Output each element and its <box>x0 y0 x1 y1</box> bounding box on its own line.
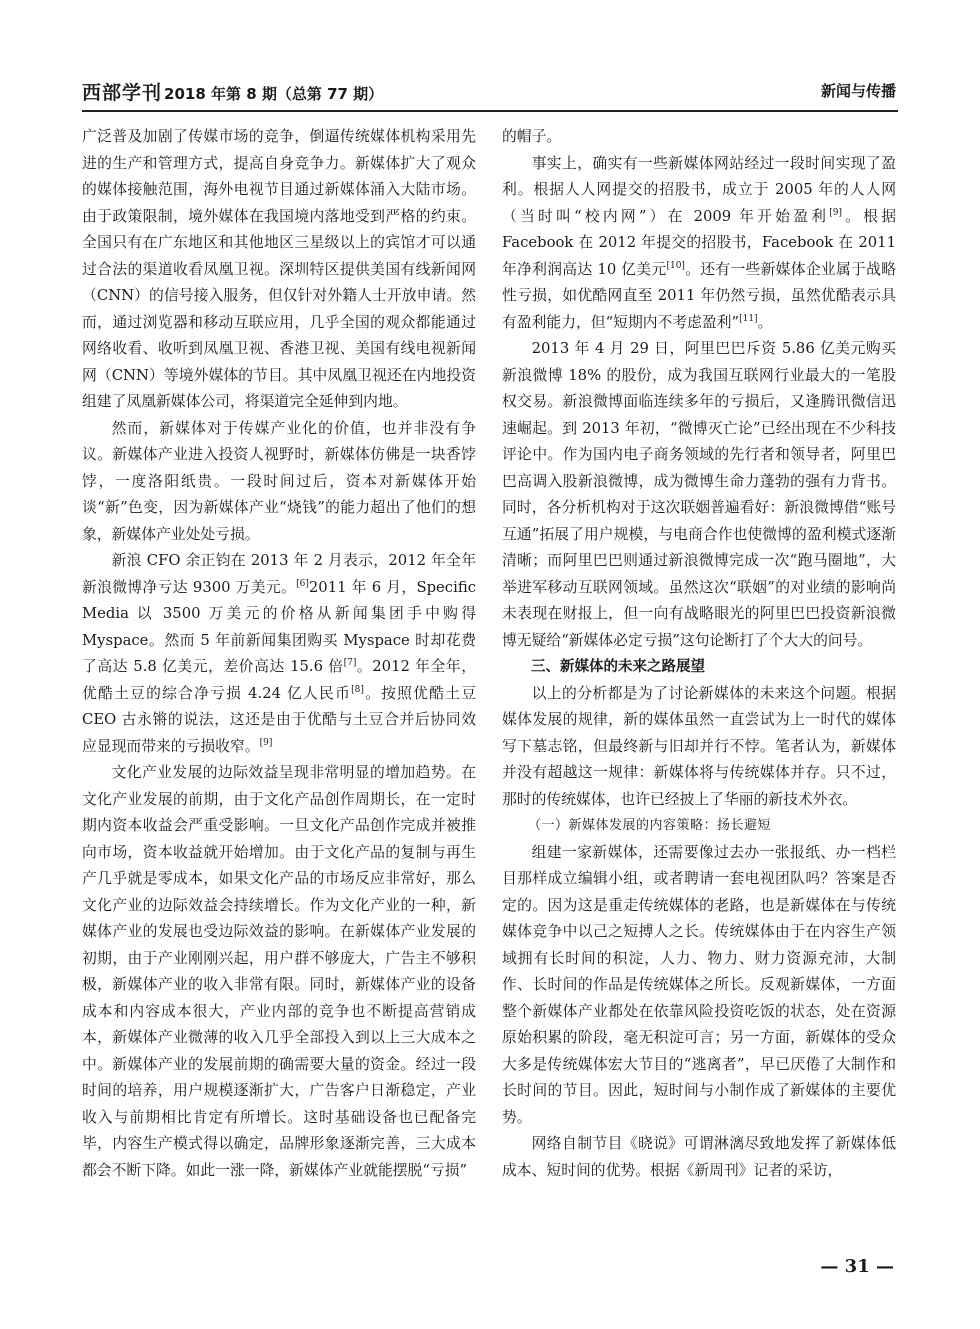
paragraph: 2013 年 4 月 29 日，阿里巴巴斥资 5.86 亿美元购买新浪微博 18% 的股份，成为我国互联网行业最大的一笔股权交易。新浪微博面临连续多年的亏损后，又逢腾讯微信迅速崛起。到 2013 年初，“微博灭亡论”已经出现在不少科技评论中。作为国内电子商务领域的先行者和领导者，阿里巴巴高调入股新浪微博，成为微博生命力蓬勃的强有力背书。同时，各分析机构对于这次联姻普遍看好：新浪微博借“账号互通”拓展了用户规模，与电商合作也使微博的盈利模式逐渐清晰；而阿里巴巴则通过新浪微博完成一次“跑马圈地”，大举进军移动互联网领域。虽然这次“联姻”的对业绩的影响尚未表现在财报上，但一向有战略眼光的阿里巴巴投资新浪微博无疑给“新媒体必定亏损”这句论断打了个大大的问号。 <box>502 340 896 649</box>
citation-mark: [6] <box>296 578 309 589</box>
journal-logo: 西部学刊 <box>82 82 163 104</box>
citation-mark: [9] <box>829 207 842 218</box>
paragraph: 文化产业发展的边际效益呈现非常明显的增加趋势。在文化产业发展的前期，由于文化产品创作周期长，在一定时期内资本收益会严重受影响。一旦文化产品创作完成并被推向市场，资本收益就开始增加。由于文化产品的复制与再生产几乎就是零成本，如果文化产品的市场反应非常好，那么文化产业的边际效益会持续增长。作为文化产业的一种，新媒体产业的发展也受边际效益的影响。在新媒体产业发展的初期，由于产业刚刚兴起，用户群不够庞大，广告主不够积极，新媒体产业的收入非常有限。同时，新媒体产业的设备成本和内容成本很大，产业内部的竞争也不断提高营销成本，新媒体产业微薄的收入几乎全部投入到以上三大成本之中。新媒体产业的发展前期的确需要大量的资金。经过一段时间的培养，用户规模逐渐扩大，广告客户日渐稳定，产业收入与前期相比肯定有所增长。这时基础设备也已配备完毕，内容生产模式得以确定，品牌形象逐渐完善，三大成本都会不断下降。如此一涨一降，新媒体产业就能摆脱“亏损” <box>82 764 476 1179</box>
text-run: 。按照优酷土豆 CEO 古永锵的说法，这还是由于优酷与土豆合并后协同效应显现而带来的亏损收窄。 <box>82 684 476 755</box>
citation-mark: [11] <box>739 313 758 324</box>
paragraph: 组建一家新媒体，还需要像过去办一张报纸、办一档栏目那样成立编辑小组，或者聘请一套电视团队吗？答案是否定的。因为这是重走传统媒体的老路，也是新媒体在与传统媒体竞争中以己之短搏人之长。传统媒体由于在内容生产领域拥有长时间的积淀，人力、物力、财力资源充沛，大制作、长时间的作品是传统媒体之所长。反观新媒体，一方面整个新媒体产业都处在依靠风险投资吃饭的状态，处在资源原始积累的阶段，毫无积淀可言；另一方面，新媒体的受众大多是传统媒体宏大节目的“逃离者”，早已厌倦了大制作和长时间的节目。因此，短时间与小制作成了新媒体的主要优势。 <box>502 843 896 1126</box>
running-header <box>82 78 383 106</box>
left-column <box>82 124 476 1184</box>
text-run: 事实上，确实有一些新媒体网站经过一段时间实现了盈利。根据人人网提交的招股书，成立于 2005 年的人人网（当时叫“校内网”）在 2009 年开始盈利 <box>502 154 896 225</box>
text-run: 。2012 年全年，优酷土豆的综合净亏损 4.24 亿人民币 <box>82 658 476 702</box>
paragraph: 网络自制节目《晓说》可谓淋漓尽致地发挥了新媒体低成本、短时间的优势。根据《新周刊》记者的采访， <box>502 1135 896 1179</box>
paragraph: 然而，新媒体对于传媒产业化的价值，也并非没有争议。新媒体产业进入投资人视野时，新媒体仿佛是一块香饽饽，一度洛阳纸贵。一段时间过后，资本对新媒体开始谈“新”色变，因为新媒体产业“烧钱”的能力超出了他们的想象，新媒体产业处处亏损。 <box>82 419 476 543</box>
subsection-heading: （一）新媒体发展的内容策略：扬长避短 <box>528 818 772 833</box>
text-run: 。根据 Facebook 在 2012 年提交的招股书，Facebook 在 2011 年净利润高达 10 亿美元 <box>502 207 896 278</box>
paragraph <box>82 548 476 760</box>
paragraph: 以上的分析都是为了讨论新媒体的未来这个问题。根据媒体发展的规律，新的媒体虽然一直尝试为上一时代的媒体写下墓志铭，但最终新与旧却并行不悖。笔者认为，新媒体并没有超越这一规律：新媒体将与传统媒体并存。只不过，那时的传统媒体，也许已经披上了华丽的新技术外衣。 <box>502 684 896 808</box>
text-run: 。还有一些新媒体企业属于战略性亏损，如优酷网直至 2011 年仍然亏损，虽然优酷表示具有盈利能力，但“短期内不考虑盈利” <box>502 260 896 331</box>
citation-mark: [9] <box>259 737 273 748</box>
header-rule <box>82 110 898 112</box>
right-column <box>502 124 896 1184</box>
section-heading: 三、新媒体的未来之路展望 <box>531 659 705 675</box>
section-title: 新闻与传播 <box>820 82 896 100</box>
citation-mark: [8] <box>351 684 364 695</box>
paragraph: 广泛普及加剧了传媒市场的竞争，倒逼传统媒体机构采用先进的生产和管理方式，提高自身竞争力。新媒体扩大了观众的媒体接触范围，海外电视节目通过新媒体涌入大陆市场。由于政策限制，境外媒体在我国境内落地受到严格的约束。全国只有在广东地区和其他地区三星级以上的宾馆才可以通过合法的渠道收看凤凰卫视。深圳特区提供美国有线新闻网（CNN）的信号接入服务，但仅针对外籍人士开放申请。然而，通过浏览器和移动互联应用，几乎全国的观众都能通过网络收看、收听到凤凰卫视、香港卫视、美国有线电视新闻网（CNN）等境外媒体的节目。其中凤凰卫视还在内地投资组建了凤凰新媒体公司，将渠道完全延伸到内地。 <box>82 128 476 410</box>
paragraph: 的帽子。 <box>502 128 562 145</box>
text-run: 新浪 CFO 余正钧在 2013 年 2 月表示，2012 年全年新浪微博净亏达 9300 万美元。 <box>82 552 476 596</box>
citation-mark: [7] <box>343 658 357 669</box>
issue-info: 2018 年第 8 期（总第 77 期） <box>164 85 384 103</box>
page-number: — 31 — <box>820 1256 894 1277</box>
paragraph <box>502 151 896 337</box>
citation-mark: [10] <box>666 260 685 271</box>
text-run: 2011 年 6 月，Specific Media 以 3500 万美元的价格从新闻集团手中购得 Myspace。然而 5 年前新闻集团购买 Myspace 时却花费了高达 5.8 亿美元，差价高达 15.6 倍 <box>82 578 476 675</box>
text-run: 。 <box>757 313 773 331</box>
